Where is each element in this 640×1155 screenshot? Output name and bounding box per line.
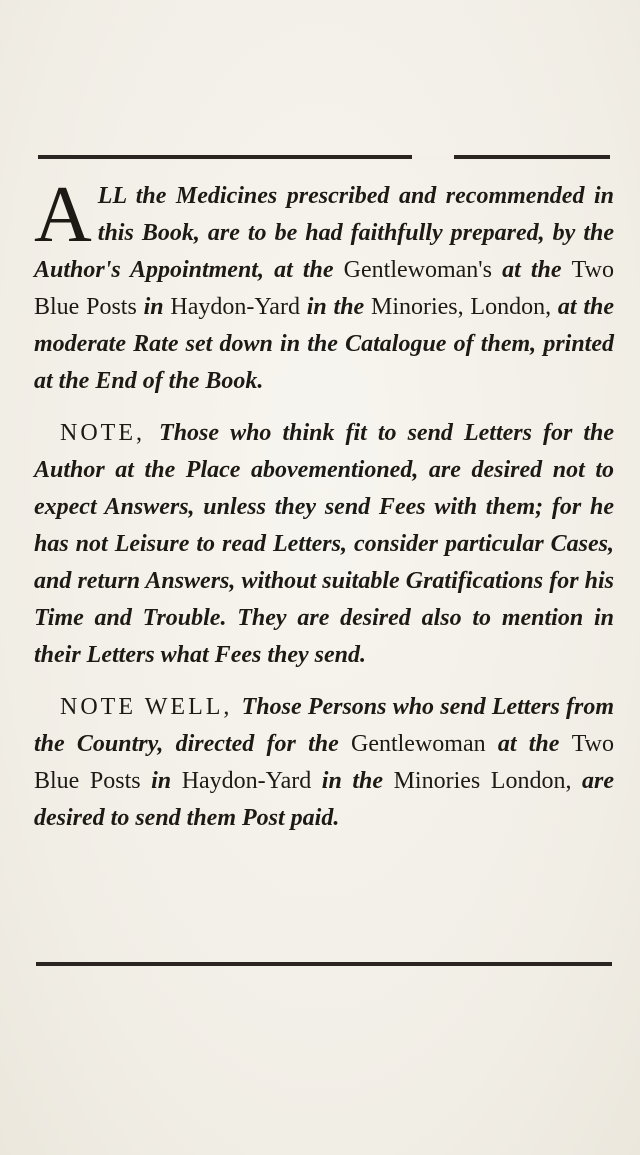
p1-seg-0: LL: [97, 183, 136, 209]
p3-seg-6: Haydon-Yard: [181, 768, 322, 794]
p3-seg-4: Two Blue Posts: [34, 731, 615, 794]
p1-seg-7: in the: [306, 294, 371, 320]
p1-seg-1: the Medicines prescribed and recommended in this Book, are to be had faithfully prepared, by the Author's Appointment, at the: [34, 183, 614, 283]
p3-seg-9: are desired to send them Post paid.: [34, 768, 614, 831]
drop-cap: A: [34, 171, 92, 259]
bottom-ornamental-rule: [36, 962, 612, 966]
p3-seg-2: Gentlewoman: [350, 731, 498, 757]
paragraph-note: [34, 415, 614, 674]
p1-seg-4: Two Blue Posts: [34, 257, 614, 320]
p1-seg-2: Gentlewoman's: [343, 257, 503, 283]
p2-seg-1: Those who think fit to send Letters for the Author at the Place abovementioned, are desired not to expect Answers, unless they send Fees with them; for he has not Leisure to read Letters, consider particular Cases, and return Answers, without suitable Gratifications for his Time and Trouble. They are desired also to mention in their Letters what Fees they send.: [34, 420, 615, 668]
p3-seg-5: in: [151, 768, 182, 794]
paragraph-note-well: [34, 689, 614, 837]
p3-seg-7: in the: [321, 768, 394, 794]
top-ornamental-rule: [38, 155, 610, 159]
p3-seg-3: at the: [497, 731, 572, 757]
p1-seg-9: at the moderate Rate set down in the Catalogue of them, printed at the End of the Book.: [34, 294, 614, 394]
p1-seg-3: at the: [502, 257, 572, 283]
notice-text-block: [34, 171, 615, 837]
p3-seg-8: Minories London,: [393, 768, 582, 794]
p1-seg-6: Haydon-Yard: [170, 294, 307, 320]
p1-seg-8: Minories, London,: [370, 294, 558, 320]
paragraph-medicines: [34, 171, 614, 400]
p3-seg-1: Those Persons who send Letters from the Country, directed for the: [34, 694, 615, 757]
p1-seg-5: in: [143, 294, 171, 320]
note-heading: NOTE,: [60, 420, 160, 446]
note-well-heading: NOTE WELL,: [60, 694, 242, 720]
